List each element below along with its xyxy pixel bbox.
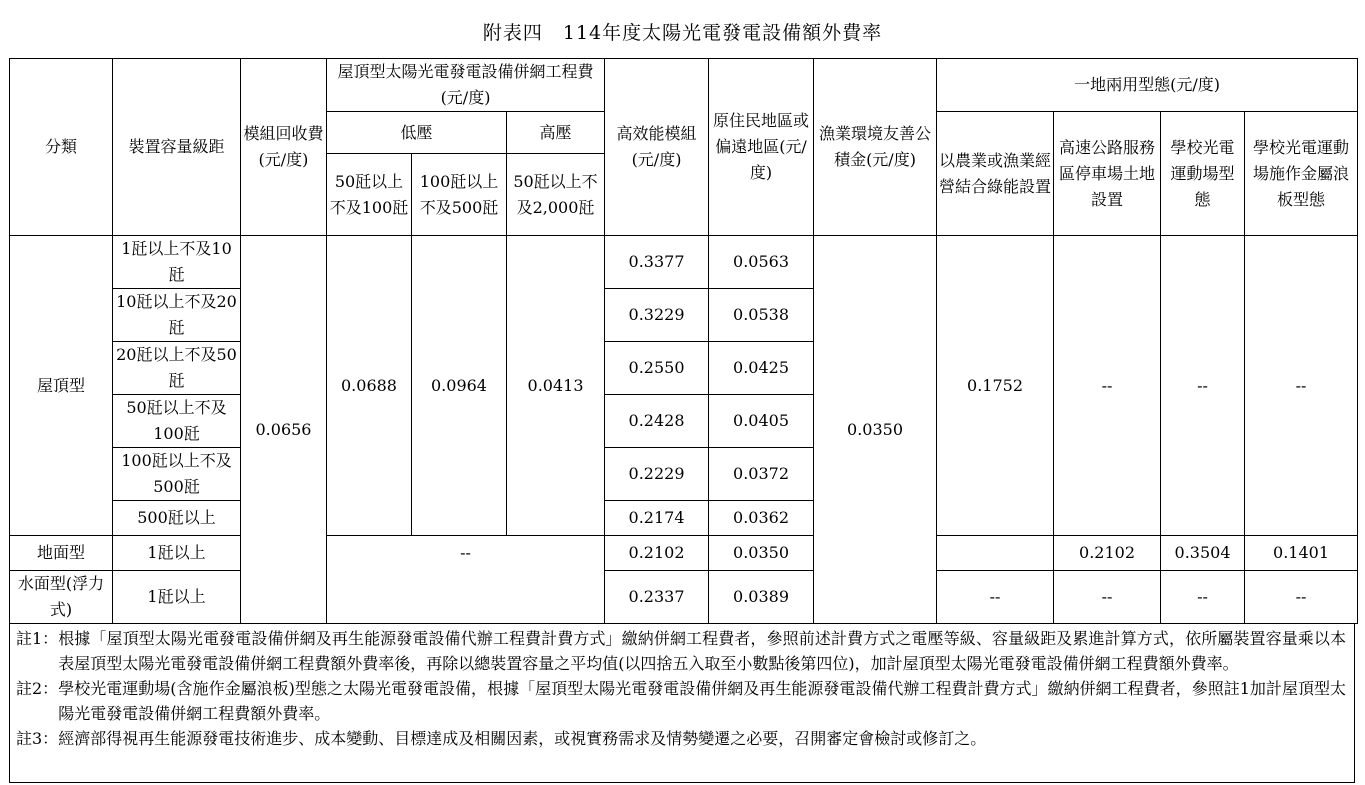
header-grid-sub-2: 100瓩以上不及500瓩 bbox=[412, 154, 507, 236]
header-high-voltage: 高壓 bbox=[507, 112, 605, 154]
page-title: 附表四 114年度太陽光電發電設備額外費率 bbox=[482, 22, 883, 44]
ground-water-grid: -- bbox=[327, 536, 605, 624]
rooftop-indigenous: 0.0405 bbox=[709, 395, 814, 448]
note-text: 經濟部得視再生能源發電技術進步、成本變動、目標達成及相關因素，或視實務需求及情勢變遷之必要，召開審定會檢討或修訂之。 bbox=[58, 729, 987, 748]
note-label: 註1： bbox=[16, 629, 59, 648]
header-fishery: 漁業環境友善公積金(元/度) bbox=[814, 59, 937, 236]
header-grid-group: 屋頂型太陽光電發電設備併網工程費(元/度) bbox=[327, 59, 605, 112]
water-indigenous: 0.0389 bbox=[709, 571, 814, 624]
fee-table bbox=[9, 58, 1358, 624]
water-high-eff: 0.2337 bbox=[605, 571, 709, 624]
water-category: 水面型(浮力式) bbox=[10, 571, 113, 624]
rooftop-grid-high: 0.0413 bbox=[507, 236, 605, 536]
header-recycle: 模組回收費(元/度) bbox=[241, 59, 327, 236]
notes-box bbox=[9, 623, 1355, 783]
rooftop-capacity: 1瓩以上不及10瓩 bbox=[113, 236, 241, 289]
rooftop-capacity: 10瓩以上不及20瓩 bbox=[113, 289, 241, 342]
rooftop-grid-low-1: 0.0688 bbox=[327, 236, 412, 536]
rooftop-capacity: 50瓩以上不及100瓩 bbox=[113, 395, 241, 448]
header-dual-3: 學校光電運動場型態 bbox=[1161, 112, 1245, 236]
header-capacity: 裝置容量級距 bbox=[113, 59, 241, 236]
rooftop-category: 屋頂型 bbox=[10, 236, 113, 536]
rooftop-capacity: 20瓩以上不及50瓩 bbox=[113, 342, 241, 395]
rooftop-high-eff: 0.3377 bbox=[605, 236, 709, 289]
water-dual-4: -- bbox=[1245, 571, 1358, 624]
ground-dual-4: 0.1401 bbox=[1245, 536, 1358, 571]
header-grid-sub-1: 50瓩以上不及100瓩 bbox=[327, 154, 412, 236]
ground-category: 地面型 bbox=[10, 536, 113, 571]
water-dual-2: -- bbox=[1054, 571, 1161, 624]
header-dual-group: 一地兩用型態(元/度) bbox=[937, 59, 1358, 112]
ground-dual-1 bbox=[937, 536, 1054, 571]
ground-dual-2: 0.2102 bbox=[1054, 536, 1161, 571]
rooftop-capacity: 100瓩以上不及500瓩 bbox=[113, 448, 241, 501]
ground-high-eff: 0.2102 bbox=[605, 536, 709, 571]
header-category: 分類 bbox=[10, 59, 113, 236]
note-text: 學校光電運動場(含施作金屬浪板)型態之太陽光電發電設備，根據「屋頂型太陽光電發電設備併網及再生能源發電設備代辦工程費計費方式」繳納併網工程費者，參照註1加計屋頂型太陽光電發電設備併網工程費額外費率。 bbox=[58, 679, 1346, 723]
rooftop-high-eff: 0.2550 bbox=[605, 342, 709, 395]
rooftop-dual-2: -- bbox=[1054, 236, 1161, 536]
note-text: 根據「屋頂型太陽光電發電設備併網及再生能源發電設備代辦工程費計費方式」繳納併網工程費者，參照前述計費方式之電壓等級、容量級距及累進計算方式，依所屬裝置容量乘以本表屋頂型太陽光電發電設備併網工程費額外費率後，再除以總裝置容量之平均值(以四捨五入取至小數點後第四位)，加計屋頂型太陽光電發電設備併網工程費額外費率。 bbox=[58, 629, 1346, 673]
rooftop-recycle: 0.0656 bbox=[241, 236, 327, 624]
rooftop-indigenous: 0.0362 bbox=[709, 501, 814, 536]
header-dual-1: 以農業或漁業經營結合綠能設置 bbox=[937, 112, 1054, 236]
note-item bbox=[16, 626, 1346, 676]
rooftop-grid-low-2: 0.0964 bbox=[412, 236, 507, 536]
rooftop-dual-4: -- bbox=[1245, 236, 1358, 536]
note-item bbox=[16, 726, 1346, 751]
rooftop-capacity: 500瓩以上 bbox=[113, 501, 241, 536]
ground-capacity: 1瓩以上 bbox=[113, 536, 241, 571]
note-label: 註2： bbox=[16, 679, 59, 698]
header-dual-4: 學校光電運動場施作金屬浪板型態 bbox=[1245, 112, 1358, 236]
ground-indigenous: 0.0350 bbox=[709, 536, 814, 571]
header-indigenous: 原住民地區或偏遠地區(元/度) bbox=[709, 59, 814, 236]
header-grid-sub-3: 50瓩以上不及2,000瓩 bbox=[507, 154, 605, 236]
rooftop-high-eff: 0.2174 bbox=[605, 501, 709, 536]
fishery-value: 0.0350 bbox=[814, 236, 937, 624]
rooftop-high-eff: 0.3229 bbox=[605, 289, 709, 342]
header-high-eff: 高效能模組(元/度) bbox=[605, 59, 709, 236]
rooftop-indigenous: 0.0538 bbox=[709, 289, 814, 342]
rooftop-dual-3: -- bbox=[1161, 236, 1245, 536]
rooftop-indigenous: 0.0425 bbox=[709, 342, 814, 395]
rooftop-indigenous: 0.0372 bbox=[709, 448, 814, 501]
note-label: 註3： bbox=[16, 729, 59, 748]
ground-dual-3: 0.3504 bbox=[1161, 536, 1245, 571]
header-low-voltage: 低壓 bbox=[327, 112, 507, 154]
rooftop-high-eff: 0.2229 bbox=[605, 448, 709, 501]
rooftop-high-eff: 0.2428 bbox=[605, 395, 709, 448]
rooftop-dual-1: 0.1752 bbox=[937, 236, 1054, 536]
water-dual-1: -- bbox=[937, 571, 1054, 624]
note-item bbox=[16, 676, 1346, 726]
header-dual-2: 高速公路服務區停車場土地設置 bbox=[1054, 112, 1161, 236]
water-capacity: 1瓩以上 bbox=[113, 571, 241, 624]
water-dual-3: -- bbox=[1161, 571, 1245, 624]
rooftop-indigenous: 0.0563 bbox=[709, 236, 814, 289]
